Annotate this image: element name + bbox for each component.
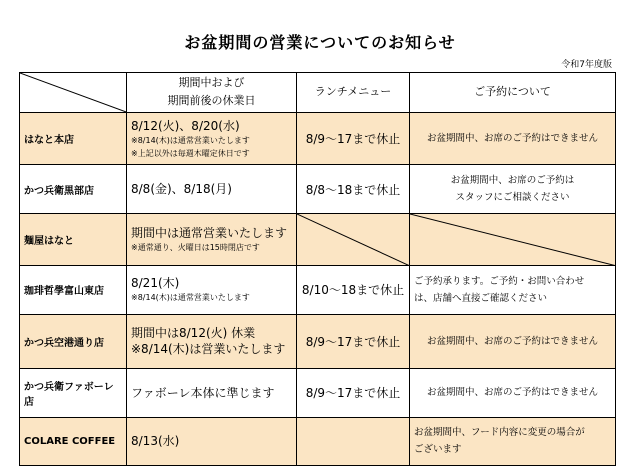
reservation-line: は、店舗へ直接ご確認ください <box>414 292 548 304</box>
closed-days-cell <box>127 213 297 266</box>
closed-days-note: ※通常通り、火曜日は15時閉店です <box>131 243 260 253</box>
table-row <box>20 266 616 314</box>
reservation-line: お盆期間中、お席のご予約はできません <box>426 387 598 399</box>
diagonal-line <box>410 214 615 266</box>
reservation-line: お盆期間中、フード内容に変更の場合が <box>414 427 585 439</box>
reservation-line: お盆期間中、お席のご予約はできません <box>426 335 598 347</box>
reservation-info <box>410 266 616 314</box>
table-row <box>20 213 616 266</box>
reservation-line: ご予約承ります。ご予約・お問い合わせ <box>414 275 585 287</box>
table-row <box>20 417 616 465</box>
lunch-status: 8/8～18まで休止 <box>297 165 410 213</box>
header-corner-cell <box>20 73 127 113</box>
closed-days-note: ※8/14(木)は営業いたします <box>131 342 286 357</box>
table-row <box>20 112 616 165</box>
store-name: かつ兵空港通り店 <box>20 314 127 369</box>
closed-days: 8/13(水) <box>131 434 180 449</box>
reservation-info <box>410 165 616 213</box>
closed-days-cell <box>127 112 297 165</box>
header-row <box>20 73 616 113</box>
table-row <box>20 165 616 213</box>
page-title: お盆期間の営業についてのお知らせ <box>184 33 456 52</box>
closed-days-note: ※8/14(木)は通常営業いたします <box>131 135 250 145</box>
reservation-info <box>410 314 616 369</box>
lunch-status: 8/10～18まで休止 <box>297 266 410 314</box>
header-days <box>127 73 297 113</box>
header-days-line1: 期間中および <box>178 76 245 90</box>
closed-days-cell <box>127 266 297 314</box>
closed-days: 期間中は通常営業いたします <box>131 226 288 241</box>
reservation-line: スタッフにご相談ください <box>455 192 570 204</box>
closed-days-note: ※8/14(木)は通常営業いたします <box>131 293 250 303</box>
closed-days: 8/8(金)、8/18(月) <box>131 182 232 197</box>
store-name: 珈琲哲學富山東店 <box>20 266 127 314</box>
table-row <box>20 314 616 369</box>
diagonal-line <box>20 73 126 112</box>
reservation-not-applicable <box>410 213 616 266</box>
store-name: かつ兵衛ファボーレ店 <box>20 369 127 417</box>
lunch-not-applicable <box>297 213 410 266</box>
store-name: かつ兵衛黒部店 <box>20 165 127 213</box>
closed-days: 期間中は8/12(火) 休業 <box>131 326 256 341</box>
closed-days-cell <box>127 369 297 417</box>
closed-days-note: ※上記以外は毎週木曜定休日です <box>131 148 250 158</box>
lunch-status: 8/9～17まで休止 <box>297 314 410 369</box>
lunch-status: 8/9～17まで休止 <box>297 369 410 417</box>
closed-days: ファボーレ本体に準じます <box>131 385 275 400</box>
table-row <box>20 369 616 417</box>
reservation-line: お盆期間中、お席のご予約はできません <box>426 133 598 145</box>
lunch-status <box>297 417 410 465</box>
header-reservation: ご予約について <box>410 73 616 113</box>
closed-days-cell <box>127 417 297 465</box>
store-name: COLARE COFFEE <box>20 417 127 465</box>
fiscal-year-label: 令和7年度版 <box>561 60 612 70</box>
header-lunch: ランチメニュー <box>297 73 410 113</box>
closed-days: 8/12(火)、8/20(水) <box>131 118 240 133</box>
schedule-table <box>19 72 616 466</box>
reservation-line: ございます <box>414 444 462 456</box>
reservation-line: お盆期間中、お席のご予約は <box>450 175 575 187</box>
reservation-info <box>410 369 616 417</box>
diagonal-line <box>297 214 409 266</box>
reservation-info <box>410 417 616 465</box>
closed-days-cell <box>127 165 297 213</box>
lunch-status: 8/9～17まで休止 <box>297 112 410 165</box>
header-days-line2: 期間前後の休業日 <box>167 94 256 108</box>
store-name: 麺屋はなと <box>20 213 127 266</box>
reservation-info <box>410 112 616 165</box>
store-name: はなと本店 <box>20 112 127 165</box>
closed-days-cell <box>127 314 297 369</box>
closed-days: 8/21(木) <box>131 276 180 291</box>
